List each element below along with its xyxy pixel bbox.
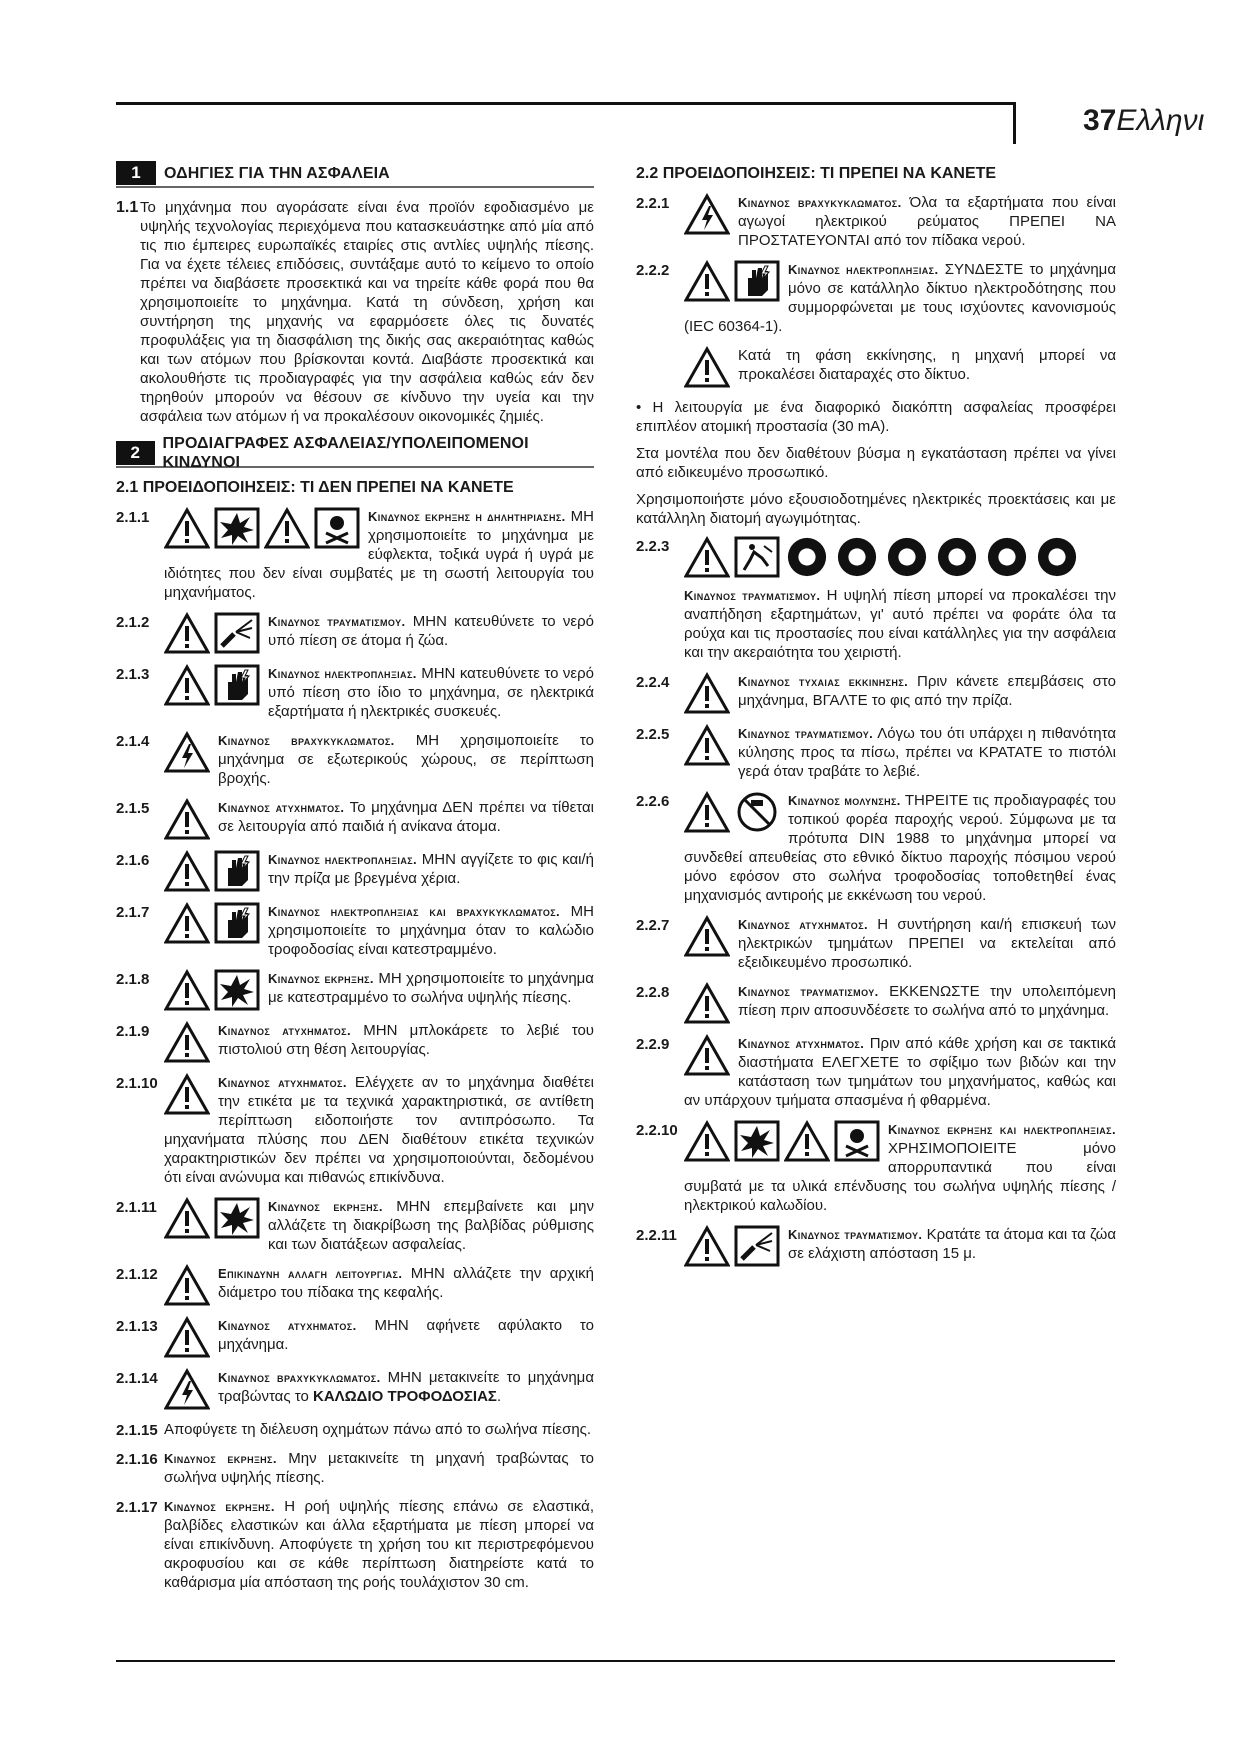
warning-icon	[164, 664, 210, 706]
item-number: 2.1.11	[116, 1199, 157, 1216]
hazard-label: Κινδυνος βραχυκυκλωματος.	[218, 1370, 381, 1385]
footer-rule	[116, 1660, 1115, 1662]
hazard-label: Κινδυνος τραυματισμου.	[788, 1227, 923, 1242]
section-2-heading	[116, 435, 594, 471]
item-text: ΜΗΝ κατευθύνετε το νερό υπό πίεση στο ίδιο το μηχάνημα, σε ηλεκτρικά εξαρτήματα ή ηλεκτρικές συσκευές.	[268, 665, 594, 720]
warning-icon	[684, 672, 730, 714]
hazard-label: Κινδυνος βραχυκυκλωματος.	[738, 195, 902, 210]
hazard-label: Κινδυνος εκρηξης.	[268, 1199, 383, 1214]
right-column	[636, 160, 1116, 1277]
warning-icon	[684, 982, 730, 1024]
warning-icon	[684, 1225, 730, 1267]
item-text: Αποφύγετε τη διέλευση οχημάτων πάνω από το σωλήνα πίεσης.	[164, 1421, 592, 1438]
item-text: Όλα τα εξαρτήματα που είναι αγωγοί ηλεκτρικού ρεύματος ΠΡΕΠΕΙ ΝΑ ΠΡΟΣΤΑΤΕΥΟΝΤΑΙ από τον πίδακα νερού.	[738, 194, 1116, 249]
list-item	[636, 260, 1116, 336]
warning-icon	[164, 902, 210, 944]
item-number: 2.1.17	[116, 1499, 158, 1516]
explosion-icon	[734, 1120, 780, 1162]
item-text: ΜΗ χρησιμοποιείτε το μηχάνημα όταν το καλώδιο τροφοδοσίας είναι κατεστραμμένο.	[268, 903, 594, 958]
item-number: 2.2.10	[636, 1122, 678, 1139]
hazard-label: Κινδυνος μολυνσης.	[788, 793, 901, 808]
section-2-title: ΠΡΟΔΙΑΓΡΑΦΕΣ ΑΣΦΑΛΕΙΑΣ/ΥΠΟΛΕΙΠΟΜΕΝΟΙ ΚΙΝΔΥΝΟΙ	[162, 435, 529, 471]
hazard-label: Κινδυνος ατυχηματος.	[738, 917, 869, 932]
item-text: ΧΡΗΣΙΜΟΠΟΙΕΙΤΕ μόνο απορρυπαντικά που είναι συμβατά με τα υλικά επένδυσης του σωλήνα υψηλής πίεσης / ηλεκτρικού καλωδίου.	[684, 1140, 1116, 1214]
item-text: Λόγω του ότι υπάρχει η πιθανότητα κύλησης προς τα πίσω, πρέπει να ΚΡΑΤΑΤΕ το πιστόλι γερά όταν τραβάτε το λεβιέ.	[738, 725, 1117, 780]
list-item	[116, 1368, 594, 1410]
item-text: ΜΗΝ αλλάζετε την αρχική διάμετρο του πίδακα της κεφαλής.	[218, 1265, 594, 1301]
list-item	[636, 1225, 1116, 1267]
item-text-bold: ΚΑΛΩΔΙΟ ΤΡΟΦΟΔΟΣΙΑΣ	[312, 1388, 497, 1405]
list-item	[116, 902, 594, 959]
hazard-label: Κινδυνος ατυχηματος.	[218, 1318, 357, 1333]
item-number: 2.1.1	[116, 509, 150, 526]
section-2-number: 2	[116, 441, 155, 465]
hazard-label: Κινδυνος ατυχηματος.	[218, 800, 345, 815]
no-drinking-water-icon	[734, 791, 780, 833]
hazard-label: Κινδυνος εκρηξης.	[268, 971, 374, 986]
item-text: Η υψηλή πίεση μπορεί να προκαλέσει την αναπήδηση εξαρτημάτων, γι' αυτό πρέπει να φοράτε όλα τα ρούχα και τις προστασίες που είναι κατάλληλες για την ασφάλεια και την ακεραιότητα του χειριστή.	[684, 587, 1116, 661]
gloves-icon	[984, 536, 1030, 578]
hazard-label: Κινδυνος ηλεκτροπληξιας.	[268, 666, 417, 681]
electric-hand-icon	[214, 902, 260, 944]
protective-suit-icon	[784, 536, 830, 578]
left-column	[116, 160, 594, 1602]
warning-icon	[164, 1197, 210, 1239]
warning-icon	[684, 536, 730, 578]
hazard-label: Κινδυνος τυχαιας εκκινησης.	[738, 674, 909, 689]
item-text: ΜΗΝ μετακινείτε το μηχάνημα τραβώντας το	[218, 1369, 594, 1405]
warning-icon	[164, 1264, 210, 1306]
item-number: 2.1.15	[116, 1422, 158, 1439]
list-item	[116, 969, 594, 1011]
item-number: 2.1.4	[116, 733, 150, 750]
item-text: Μην μετακινείτε τη μηχανή τραβώντας το σωλήνα υψηλής πίεσης.	[164, 1450, 594, 1486]
helmet-icon	[884, 536, 930, 578]
warning-icon	[164, 850, 210, 892]
item-text: ΜΗ χρησιμοποιείτε το μηχάνημα με εύφλεκτα, τοξικά υγρά ή υγρά με ιδιότητες που δεν είναι συμβατές με τη σωστή λειτουργία του μηχανήματος.	[164, 508, 594, 601]
item-number: 2.1.2	[116, 614, 150, 631]
lightning-icon	[684, 193, 730, 235]
item-number: 2.1.12	[116, 1266, 158, 1283]
item-text: ΜΗΝ μπλοκάρετε το λεβιέ του πιστολιού στη θέση λειτουργίας.	[218, 1022, 594, 1058]
warning-icon	[684, 724, 730, 766]
page-header	[1083, 104, 1204, 138]
item-text: ΜΗΝ επεμβαίνετε και μην αλλάζετε τη διακρίβωση της βαλβίδας ρύθμισης και των διατάξεων ασφαλείας.	[268, 1198, 594, 1253]
paragraph-number: 1.1	[116, 199, 139, 216]
explosion-icon	[214, 1197, 260, 1239]
item-text: Η ροή υψηλής πίεσης επάνω σε ελαστικά, βαλβίδες ελαστικών και άλλα εξαρτήματα με πίεση μπορεί να είναι επικίνδυνη. Αποφύγετε τη χρήση του κιτ περιστρεφόμενου ακροφυσίου και σε κάθε περίπτωση διατηρείστε κατά το καθάρισμα μία απόσταση της ροής τουλάχιστον 30 cm.	[164, 1498, 594, 1591]
list-item	[636, 672, 1116, 714]
item-text: ΜΗΝ αγγίζετε το φις και/ή την πρίζα με βρεγμένα χέρια.	[268, 851, 595, 887]
list-item	[116, 731, 594, 788]
page-language: Ελληνι	[1116, 104, 1205, 137]
electric-hand-icon	[214, 850, 260, 892]
item-text: ΣΥΝΔΕΣΤΕ το μηχάνημα μόνο σε κατάλληλο δίκτυο ηλεκτροδότησης που συμμορφώνεται με τους ισχύοντες κανονισμούς (IEC 60364-1).	[684, 261, 1116, 335]
note-text: Στα μοντέλα που δεν διαθέτουν βύσμα η εγκατάσταση πρέπει να γίνει από ειδικευμένο προσωπικό.	[636, 445, 1116, 481]
list-item	[116, 664, 594, 721]
hazard-label: Κινδυνος ηλεκτροπληξιας και βραχυκυκλωματος.	[268, 904, 561, 919]
ear-protection-icon	[934, 536, 980, 578]
spray-icon	[734, 1225, 780, 1267]
paragraph-1-1	[116, 198, 594, 426]
warning-icon	[784, 1120, 830, 1162]
item-number: 2.2.5	[636, 726, 670, 743]
list-item	[116, 1449, 594, 1487]
item-number: 2.1.3	[116, 666, 150, 683]
item-number: 2.2.11	[636, 1227, 677, 1244]
note-text: Χρησιμοποιήστε μόνο εξουσιοδοτημένες ηλεκτρικές προεκτάσεις και με κατάλληλη διατομή αγωγιμότητας.	[636, 491, 1116, 527]
item-text: ΕΚΚΕΝΩΣΤΕ την υπολειπόμενη πίεση πριν αποσυνδέσετε το σωλήνα από το μηχάνημα.	[738, 983, 1116, 1019]
electric-hand-icon	[734, 260, 780, 302]
item-number: 2.1.14	[116, 1370, 158, 1387]
warning-icon	[684, 260, 730, 302]
warning-icon	[684, 915, 730, 957]
item-number: 2.2.3	[636, 538, 670, 555]
item-text: ΜΗ χρησιμοποιείτε το μηχάνημα σε εξωτερικούς χώρους, σε περίπτωση βροχής.	[218, 732, 594, 787]
list-item	[116, 1197, 594, 1254]
item-text: ΜΗ χρησιμοποιείτε το μηχάνημα με κατεστραμμένο το σωλήνα υψηλής πίεσης.	[268, 970, 594, 1006]
list-item	[636, 346, 1116, 388]
hazard-label: Επικινδυνη αλλαγη λειτουργιας.	[218, 1266, 403, 1281]
lightning-icon	[164, 1368, 210, 1410]
list-item	[116, 1420, 594, 1439]
item-number: 2.1.16	[116, 1451, 158, 1468]
item-number: 2.2.1	[636, 195, 670, 212]
warning-icon	[684, 1120, 730, 1162]
list-item	[116, 507, 594, 602]
subsection-2-2-title: 2.2 ΠΡΟΕΙΔΟΠΟΙΗΣΕΙΣ: ΤΙ ΠΡΕΠΕΙ ΝΑ ΚΑΝΕΤΕ	[636, 165, 997, 182]
list-item	[636, 1034, 1116, 1110]
section-1-heading	[116, 160, 594, 188]
lightning-icon	[164, 731, 210, 773]
page-number: 37	[1083, 104, 1117, 137]
electric-hand-icon	[214, 664, 260, 706]
item-number: 2.1.5	[116, 800, 150, 817]
warning-icon	[164, 798, 210, 840]
item-text-tail: .	[496, 1388, 502, 1405]
list-item	[636, 536, 1116, 662]
toxic-icon	[834, 1120, 880, 1162]
item-text: Η συντήρηση και/ή επισκευή των ηλεκτρικών τμημάτων ΠΡΕΠΕΙ να εκτελείται από εξειδικευμένο προσωπικό.	[738, 916, 1116, 971]
warning-icon	[164, 1073, 210, 1115]
spray-icon	[214, 612, 260, 654]
list-item	[116, 1021, 594, 1063]
warning-icon	[684, 346, 730, 388]
hazard-label: Κινδυνος ηλεκτροπληξιας.	[788, 262, 939, 277]
item-text: Πριν από κάθε χρήση και σε τακτικά διαστήματα ΕΛΕΓΧΕΤΕ το σφίξιμο των βιδών και την κατάσταση των τμημάτων του μηχανήματος, καθώς και αν υπάρχουν τμήματα σπασμένα ή φθαρμένα.	[684, 1035, 1116, 1109]
list-item	[116, 850, 594, 892]
hazard-label: Κινδυνος ατυχηματος.	[218, 1023, 351, 1038]
explosion-icon	[214, 969, 260, 1011]
list-item	[636, 791, 1116, 905]
warning-icon	[164, 507, 210, 549]
warning-icon	[164, 1316, 210, 1358]
item-number: 2.2.6	[636, 793, 670, 810]
hazard-label: Κινδυνος εκρηξης η δηλητηριασης.	[368, 509, 566, 524]
warning-icon	[164, 969, 210, 1011]
item-text: Το μηχάνημα ΔΕΝ πρέπει να τίθεται σε λειτουργία από παιδιά ή ανίκανα άτομα.	[218, 799, 594, 835]
hazard-label: Κινδυνος τραυματισμου.	[738, 984, 879, 999]
item-number: 2.2.4	[636, 674, 670, 691]
list-item	[116, 1316, 594, 1358]
hazard-label: Κινδυνος ηλεκτροπληξιας.	[268, 852, 418, 867]
hazard-label: Κινδυνος ατυχηματος.	[738, 1036, 865, 1051]
item-text: ΤΗΡΕΙΤΕ τις προδιαγραφές του τοπικού φορέα παροχής νερού. Σύμφωνα με τα πρότυπα DIN 1988 το μηχάνημα μπορεί να συνδεθεί απευθείας στο εθνικό δίκτυο παροχής πόσιμου νερού μόνο εφόσον στο σωλήνα τροφοδοσίας τοποθετηθεί ένας μηχανισμός αντιροής με εκκένωση του νερού.	[684, 792, 1116, 904]
list-item	[116, 1264, 594, 1306]
bullet-text: • Η λειτουργία με ένα διαφορικό διακόπτη ασφαλείας προσφέρει επιπλέον ατομική προστασία (30 mA).	[636, 399, 1116, 435]
item-number: 2.2.2	[636, 262, 670, 279]
subsection-2-1-title: 2.1 ΠΡΟΕΙΔΟΠΟΙΗΣΕΙΣ: ΤΙ ΔΕΝ ΠΡΕΠΕΙ ΝΑ ΚΑΝΕΤΕ	[116, 479, 514, 496]
item-number: 2.1.6	[116, 852, 150, 869]
item-text: Πριν κάνετε επεμβάσεις στο μηχάνημα, ΒΓΑΛΤΕ το φις από την πρίζα.	[738, 673, 1116, 709]
list-item	[636, 1120, 1116, 1215]
item-number: 2.2.8	[636, 984, 670, 1001]
hazard-label: Κινδυνος βραχυκυκλωματος.	[218, 733, 395, 748]
hazard-label: Κινδυνος εκρηξης και ηλεκτροπληξιας.	[888, 1122, 1116, 1137]
hazard-label: Κινδυνος ατυχηματος.	[218, 1075, 347, 1090]
hazard-label: Κινδυνος εκρηξης.	[164, 1451, 277, 1466]
list-item	[116, 612, 594, 654]
item-text: ΜΗΝ αφήνετε αφύλακτο το μηχάνημα.	[218, 1317, 594, 1353]
item-number: 2.1.9	[116, 1023, 150, 1040]
hazard-label: Κινδυνος τραυματισμου.	[684, 588, 821, 603]
item-number: 2.1.10	[116, 1075, 158, 1092]
item-number: 2.2.9	[636, 1036, 670, 1053]
warning-icon	[684, 1034, 730, 1076]
list-item	[116, 798, 594, 840]
item-text: Κρατάτε τα άτομα και τα ζώα σε ελάχιστη απόσταση 15 μ.	[788, 1226, 1116, 1262]
warning-icon	[684, 791, 730, 833]
list-item	[636, 193, 1116, 250]
rebound-icon	[734, 536, 780, 578]
hazard-label: Κινδυνος τραυματισμου.	[738, 726, 874, 741]
item-text: Κατά τη φάση εκκίνησης, η μηχανή μπορεί να προκαλέσει διαταραχές στο δίκτυο.	[738, 347, 1116, 383]
list-item	[636, 724, 1116, 781]
warning-icon	[164, 1021, 210, 1063]
safety-shoes-icon	[834, 536, 880, 578]
toxic-icon	[314, 507, 360, 549]
warning-icon	[164, 612, 210, 654]
hazard-label: Κινδυνος εκρηξης.	[164, 1499, 275, 1514]
hazard-label: Κινδυνος τραυματισμου.	[268, 614, 406, 629]
item-number: 2.2.7	[636, 917, 670, 934]
list-item	[116, 1073, 594, 1187]
explosion-icon	[214, 507, 260, 549]
list-item	[636, 982, 1116, 1024]
header-rule-vertical	[1013, 102, 1016, 144]
section-1-number: 1	[116, 161, 156, 185]
list-item	[636, 915, 1116, 972]
paragraph-text: Το μηχάνημα που αγοράσατε είναι ένα προϊόν εφοδιασμένο με υψηλής τεχνολογίας περιεχόμενα που κατασκευάστηκε από μία από τις πιο έμπειρες ευρωπαϊκές εταιρίες στις αντλίες υψηλής πίεσης. Για να έχετε τέλειες επιδόσεις, συντάξαμε αυτό το κείμενο το οποίο πρέπει να διαβάσετε προσεκτικά και να τηρείτε κάθε φορά που θα χρησιμοποιείτε το μηχάνημα. Κατά τη σύνδεση, χρήση και συντήρηση της μηχανής να εφαρμόσετε όλες τις δυνατές προφυλάξεις για τη διασφάλιση της δικής σας ακεραιότητας καθώς και των ατόμων που βρίσκονται κοντά. Διαβάστε προσεκτικά και ακολουθήστε τις προδιαγραφές για την ασφάλεια καθώς εάν δεν τηρηθούν μπορούν να θέσουν σε κίνδυνο την υγεία και την ασφάλεια των ατόμων ή να προκαλέσουν οικονομικές ζημιές.	[140, 199, 594, 425]
item-number: 2.1.7	[116, 904, 150, 921]
header-rule	[116, 102, 1016, 105]
section-1-title: ΟΔΗΓΙΕΣ ΓΙΑ ΤΗΝ ΑΣΦΑΛΕΙΑ	[164, 164, 390, 182]
item-number: 2.1.13	[116, 1318, 158, 1335]
item-text: ΜΗΝ κατευθύνετε το νερό υπό πίεση σε άτομα ή ζώα.	[268, 613, 594, 649]
list-item	[116, 1497, 594, 1592]
item-text: Ελέγχετε αν το μηχάνημα διαθέτει την ετικέτα με τα τεχνικά χαρακτηριστικά, σε αντίθετη περίπτωση ειδοποιήστε τον αντιπρόσωπο. Τα μηχανήματα πλύσης που ΔΕΝ διαθέτουν ετικέτα τεχνικών χαρακτηριστικών δεν πρέπει να χρησιμοποιούνται, δεδομένου ότι είναι ανώνυμα και πιθανώς επικίνδυνα.	[164, 1074, 594, 1186]
goggles-icon	[1034, 536, 1080, 578]
item-number: 2.1.8	[116, 971, 150, 988]
warning-icon	[264, 507, 310, 549]
